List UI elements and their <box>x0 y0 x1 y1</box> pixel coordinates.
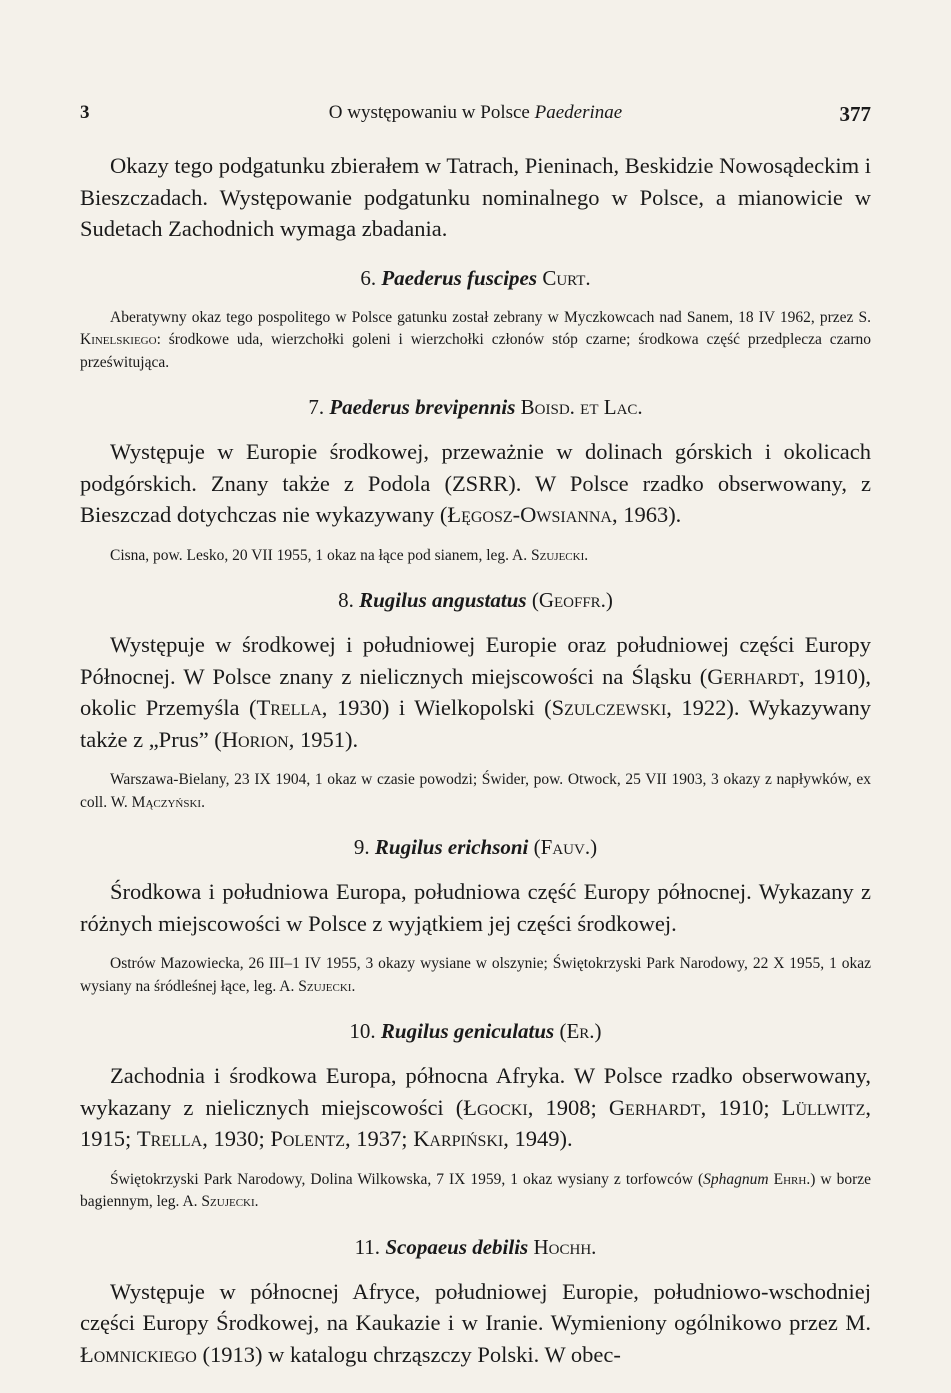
species-heading-8: 8. Rugilus angustatus (Geoffr.) <box>338 588 613 612</box>
species-heading-9: 9. Rugilus erichsoni (Fauv.) <box>353 835 598 859</box>
species-heading-6: 6. Paederus fuscipes Curt. <box>360 265 591 290</box>
species-record-8: Warszawa-Bielany, 23 IX 1904, 1 okaz w czasie powodzi; Świder, pow. Otwock, 25 VII 1903, 3 okazy z napływków, ex coll. W. Mączyński. <box>80 771 871 811</box>
species-record-9: Ostrów Mazowiecka, 26 III–1 IV 1955, 3 okazy wysiane w olszynie; Świętokrzyski Park Narodowy, 22 X 1955, 1 okaz wysiany na śródleśnej łące, leg. A. Szujecki. <box>80 955 871 995</box>
article-body <box>80 150 871 1370</box>
running-header <box>80 102 871 132</box>
issue-number: 3 <box>80 102 90 123</box>
species-text-11: Występuje w północnej Afryce, południowej Europie, południowo-wschodniej części Europy Środkowej, na Kaukazie i w Iranie. Wymieniony ogólnikowo przez M. Łomnickiego (1913) w katalogu chrząszczy Polski. W obec- <box>80 1278 871 1367</box>
species-text-9: Środkowa i południowa Europa, południowa część Europy północnej. Wykazany z różnych miejscowości w Polsce z wyjątkiem jej części środkowej. <box>80 879 871 936</box>
page-number: 377 <box>839 102 871 126</box>
species-heading-11: 11. Scopaeus debilis Hochh. <box>354 1234 597 1259</box>
species-heading-7: 7. Paederus brevipennis Boisd. et Lac. <box>308 395 643 419</box>
paragraph-intro: Okazy tego podgatunku zbierałem w Tatrach, Pieninach, Beskidzie Nowosądeckim i Bieszczadach. Występowanie podgatunku nominalnego w Polsce, a mianowicie w Sudetach Zachodnich wymaga zbadania. <box>80 153 871 241</box>
species-text-8: Występuje w środkowej i południowej Europie oraz południowej części Europy Północnej. W Polsce znany z nielicznych miejscowości na Śląsku (Gerhardt, 1910), okolic Przemyśla (Trella, 1930) i Wielkopolski (Szulczewski, 1922). Wykazywany także z „Prus” (Horion, 1951). <box>80 632 871 752</box>
species-note-6: Aberatywny okaz tego pospolitego w Polsce gatunku został zebrany w Myczkowcach nad Sanem, 18 IV 1962, przez S. Kinelskiego: środkowe uda, wierzchołki goleni i wierzchołki członów stóp czarne; środkowa część przedplecza czarno prześwitująca. <box>80 308 871 371</box>
species-record-10: Świętokrzyski Park Narodowy, Dolina Wilkowska, 7 IX 1959, 1 okaz wysiany z torfowców (Sphagnum Ehrh.) w borze bagiennym, leg. A. Szujecki. <box>80 1170 872 1210</box>
running-title: O występowaniu w Polsce Paederinae <box>328 102 623 123</box>
species-text-7: Występuje w Europie środkowej, przeważnie w dolinach górskich i okolicach podgórskich. Znany także z Podola (ZSRR). W Polsce rzadko obserwowany, z Bieszczad dotychczas nie wykazywany (Łęgosz-Owsianna, 1963). <box>80 439 871 527</box>
species-text-10: Zachodnia i środkowa Europa, północna Afryka. W Polsce rzadko obserwowany, wykazany z nielicznych miejscowości (Łgocki, 1908; Gerhardt, 1910; Lüllwitz, 1915; Trella, 1930; Polentz, 1937; Karpiński, 1949). <box>80 1063 871 1151</box>
species-heading-10: 10. Rugilus geniculatus (Er.) <box>349 1019 602 1043</box>
species-record-7: Cisna, pow. Lesko, 20 VII 1955, 1 okaz na łące pod sianem, leg. A. Szujecki. <box>110 546 589 564</box>
